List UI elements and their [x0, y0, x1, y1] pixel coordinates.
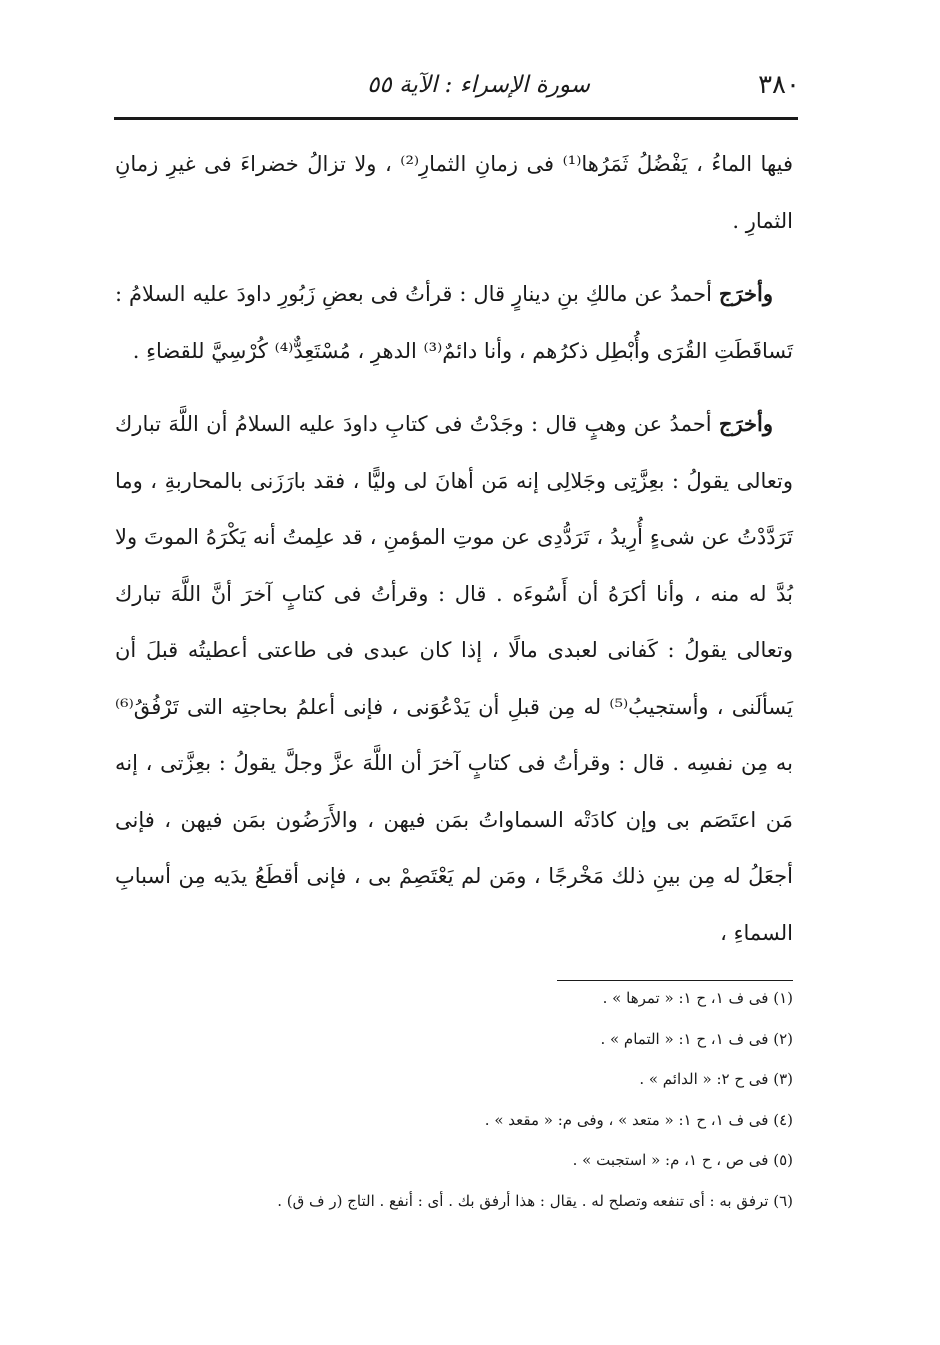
footnote: (٣) فى ح ٢: « الدائم » . — [639, 1070, 793, 1088]
paragraph-lead: وأخرَج — [718, 281, 773, 306]
paragraph-text: فيها الماءُ ، يَفْضُلُ ثَمَرُها⁽¹⁾ فى زمانِ الثمارِ⁽²⁾ ، ولا تزالُ خضراءَ فى غيرِ زمانِ الثمارِ . — [115, 152, 794, 233]
footnote: (٢) فى ف ١، ح ١: « التمام » . — [600, 1029, 793, 1048]
paragraph-text: أحمدُ عن مالكِ بنِ دينارٍ قال : قرأتُ فى بعضِ زَبُورِ داودَ عليه السلامُ : تَساقَطَتِ القُرَى وأُبْطِل ذكرُهم ، وأنا دائمٌ⁽³⁾ الدهرِ ، مُسْتَعِدٌّ⁽⁴⁾ كُرْسِيَّ للقضاءِ . — [115, 282, 793, 363]
paragraph-text: أحمدُ عن وهبٍ قال : وجَدْتُ فى كتابِ داودَ عليه السلامُ أن اللَّهَ تبارك وتعالى يقولُ : بعِزَّتِى وجَلالِى إنه مَن أهانَ لى وليًّا ، فقد بارَزَنى بالمحاربةِ ، وما تَرَدَّدْتُ عن شىءٍ أُرِيدُ ، تَرَدُّدِى عن موتِ المؤمنِ ، قد علِمتُ أنه يَكْرَهُ الموتَ ولا بُدَّ له منه ، وأنا أكرَهُ أن أَسُوءَه . قال : وقرأتُ فى كتابٍ آخرَ أنَّ اللَّهَ تبارك وتعالى يقولُ : كَفانى لعبدى مالًا ، إذا كان عبدى فى طاعتى أعطيتُه قبلَ أن يَسألَنى ، وأستجيبُ⁽⁵⁾ له مِن قبلِ أن يَدْعُوَنى ، فإنى أعلمُ بحاجتِه التى تَرْفُقُ⁽⁶⁾ به مِن نفسِه . قال : وقرأتُ فى كتابٍ آخرَ أن اللَّهَ عزَّ وجلَّ يقولُ : بعِزَّتى ، إنه مَن اعتَصَم بى وإن كادَتْه السماواتُ بمَن فيهن ، والأَرَضُون بمَن فيهن ، فإنى أجعَلُ له مِن بينِ ذلك مَخْرجًا ، ومَن لم يَعْتَصِمْ بى ، فإنى أقطَعُ يدَيه مِن أسبابِ السماءِ ، — [115, 412, 793, 945]
running-header — [120, 62, 800, 106]
paragraph — [115, 136, 793, 249]
footnote: (١) فى ف ١، ح ١: « تمرها » . — [602, 989, 793, 1007]
paragraph — [115, 396, 793, 961]
paragraph-lead: وأخرَج — [718, 411, 773, 436]
paragraph — [115, 266, 793, 379]
page-number: ٣٨٠ — [758, 70, 800, 100]
body-text — [115, 136, 793, 961]
footnote: (٦) ترفق به : أى تنفعه وتصلح له . يقال : هذا أرفق بك . أى : أنفع . التاج (ر ف ق) . — [277, 1191, 793, 1210]
footnote: (٤) فى ف ١، ح ١: « متعد » ، وفى م: « مقعد » . — [484, 1110, 793, 1129]
header-rule — [114, 117, 798, 120]
running-title: سورة الإسراء : الآية ٥٥ — [367, 72, 590, 98]
footnote: (٥) فى ص ، ح ١، م: « استجبت » . — [572, 1151, 793, 1169]
footnotes — [150, 978, 793, 1221]
